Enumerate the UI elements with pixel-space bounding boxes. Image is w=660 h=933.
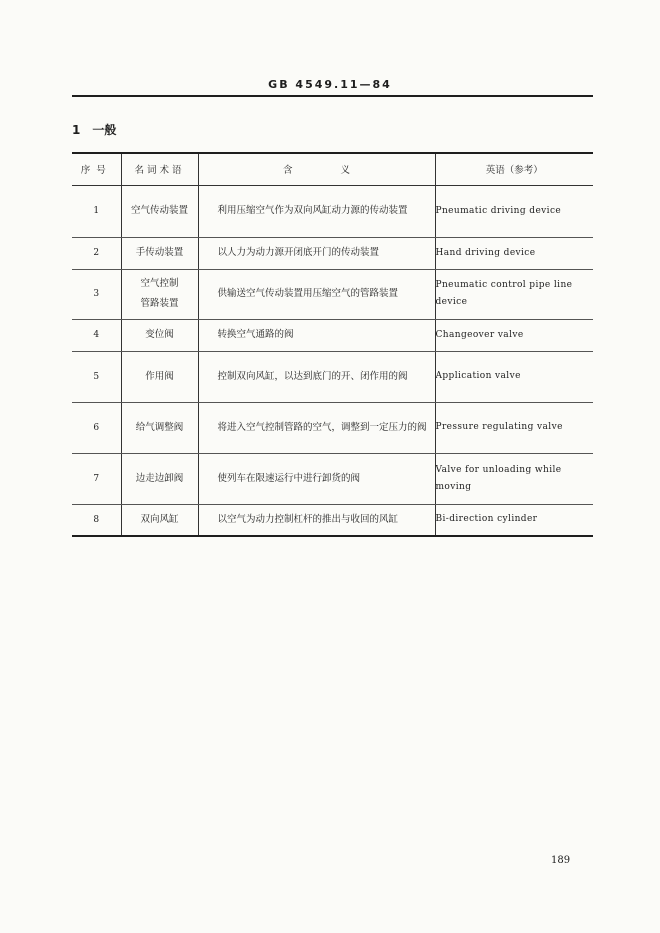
row-meaning: 转换空气通路的阀 (198, 319, 435, 351)
terms-table (72, 152, 593, 537)
row-term (121, 237, 198, 269)
row-term (121, 185, 198, 237)
table-row (72, 269, 593, 319)
table-row (72, 453, 593, 504)
term-line: 变位阀 (145, 329, 174, 340)
row-seq: 4 (72, 319, 121, 351)
row-meaning: 利用压缩空气作为双向风缸动力源的传动装置 (198, 185, 435, 237)
row-seq: 2 (72, 237, 121, 269)
row-meaning: 以空气为动力控制杠杆的推出与收回的风缸 (198, 504, 435, 536)
row-term (121, 402, 198, 453)
row-meaning: 供输送空气传动装置用压缩空气的管路装置 (198, 269, 435, 319)
row-seq: 7 (72, 453, 121, 504)
standard-code-header: GB 4549.11—84 (268, 78, 392, 91)
row-english: Bi-direction cylinder (435, 504, 593, 536)
table-row (72, 504, 593, 536)
term-line: 空气传动装置 (130, 205, 188, 216)
row-seq: 5 (72, 351, 121, 402)
page-number: 189 (551, 855, 571, 866)
header-english: 英语（参考） (435, 153, 593, 185)
row-seq: 8 (72, 504, 121, 536)
term-line: 边走边卸阀 (135, 472, 184, 484)
row-seq: 3 (72, 269, 121, 319)
row-english: Application valve (435, 351, 593, 402)
table-header-row (72, 153, 593, 185)
row-english: Pneumatic driving device (435, 185, 593, 237)
table-row (72, 351, 593, 402)
row-seq: 1 (72, 185, 121, 237)
section-heading (72, 121, 116, 138)
row-term (121, 319, 198, 351)
row-seq: 6 (72, 402, 121, 453)
header-meaning: 含 义 (198, 153, 435, 185)
row-english: Pneumatic control pipe line device (435, 269, 593, 319)
section-number: 1 (72, 123, 81, 137)
row-meaning: 控制双向风缸，以达到底门的开、闭作用的阀 (198, 351, 435, 402)
row-term (121, 453, 198, 504)
row-english: Hand driving device (435, 237, 593, 269)
table-row (72, 237, 593, 269)
term-line: 给气调整阀 (135, 421, 184, 433)
row-english: Changeover valve (435, 319, 593, 351)
row-term (121, 504, 198, 536)
term-line: 手传动装置 (135, 247, 184, 258)
term-line: 管路装置 (140, 298, 179, 309)
table-row (72, 402, 593, 453)
term-line: 空气控制 (140, 278, 179, 289)
row-english: Valve for unloading while moving (435, 453, 593, 504)
header-rule (72, 95, 593, 97)
row-term (121, 269, 198, 319)
row-english: Pressure regulating valve (435, 402, 593, 453)
section-title: 一般 (92, 123, 117, 137)
term-line: 作用阀 (145, 370, 174, 382)
term-line: 双向风缸 (140, 513, 179, 525)
row-term (121, 351, 198, 402)
row-meaning: 将进入空气控制管路的空气，调整到一定压力的阀 (198, 402, 435, 453)
row-meaning: 以人力为动力源开闭底开门的传动装置 (198, 237, 435, 269)
table-row (72, 185, 593, 237)
header-term: 名词术语 (121, 153, 198, 185)
header-seq: 序号 (72, 153, 121, 185)
table-row (72, 319, 593, 351)
row-meaning: 使列车在限速运行中进行卸货的阀 (198, 453, 435, 504)
